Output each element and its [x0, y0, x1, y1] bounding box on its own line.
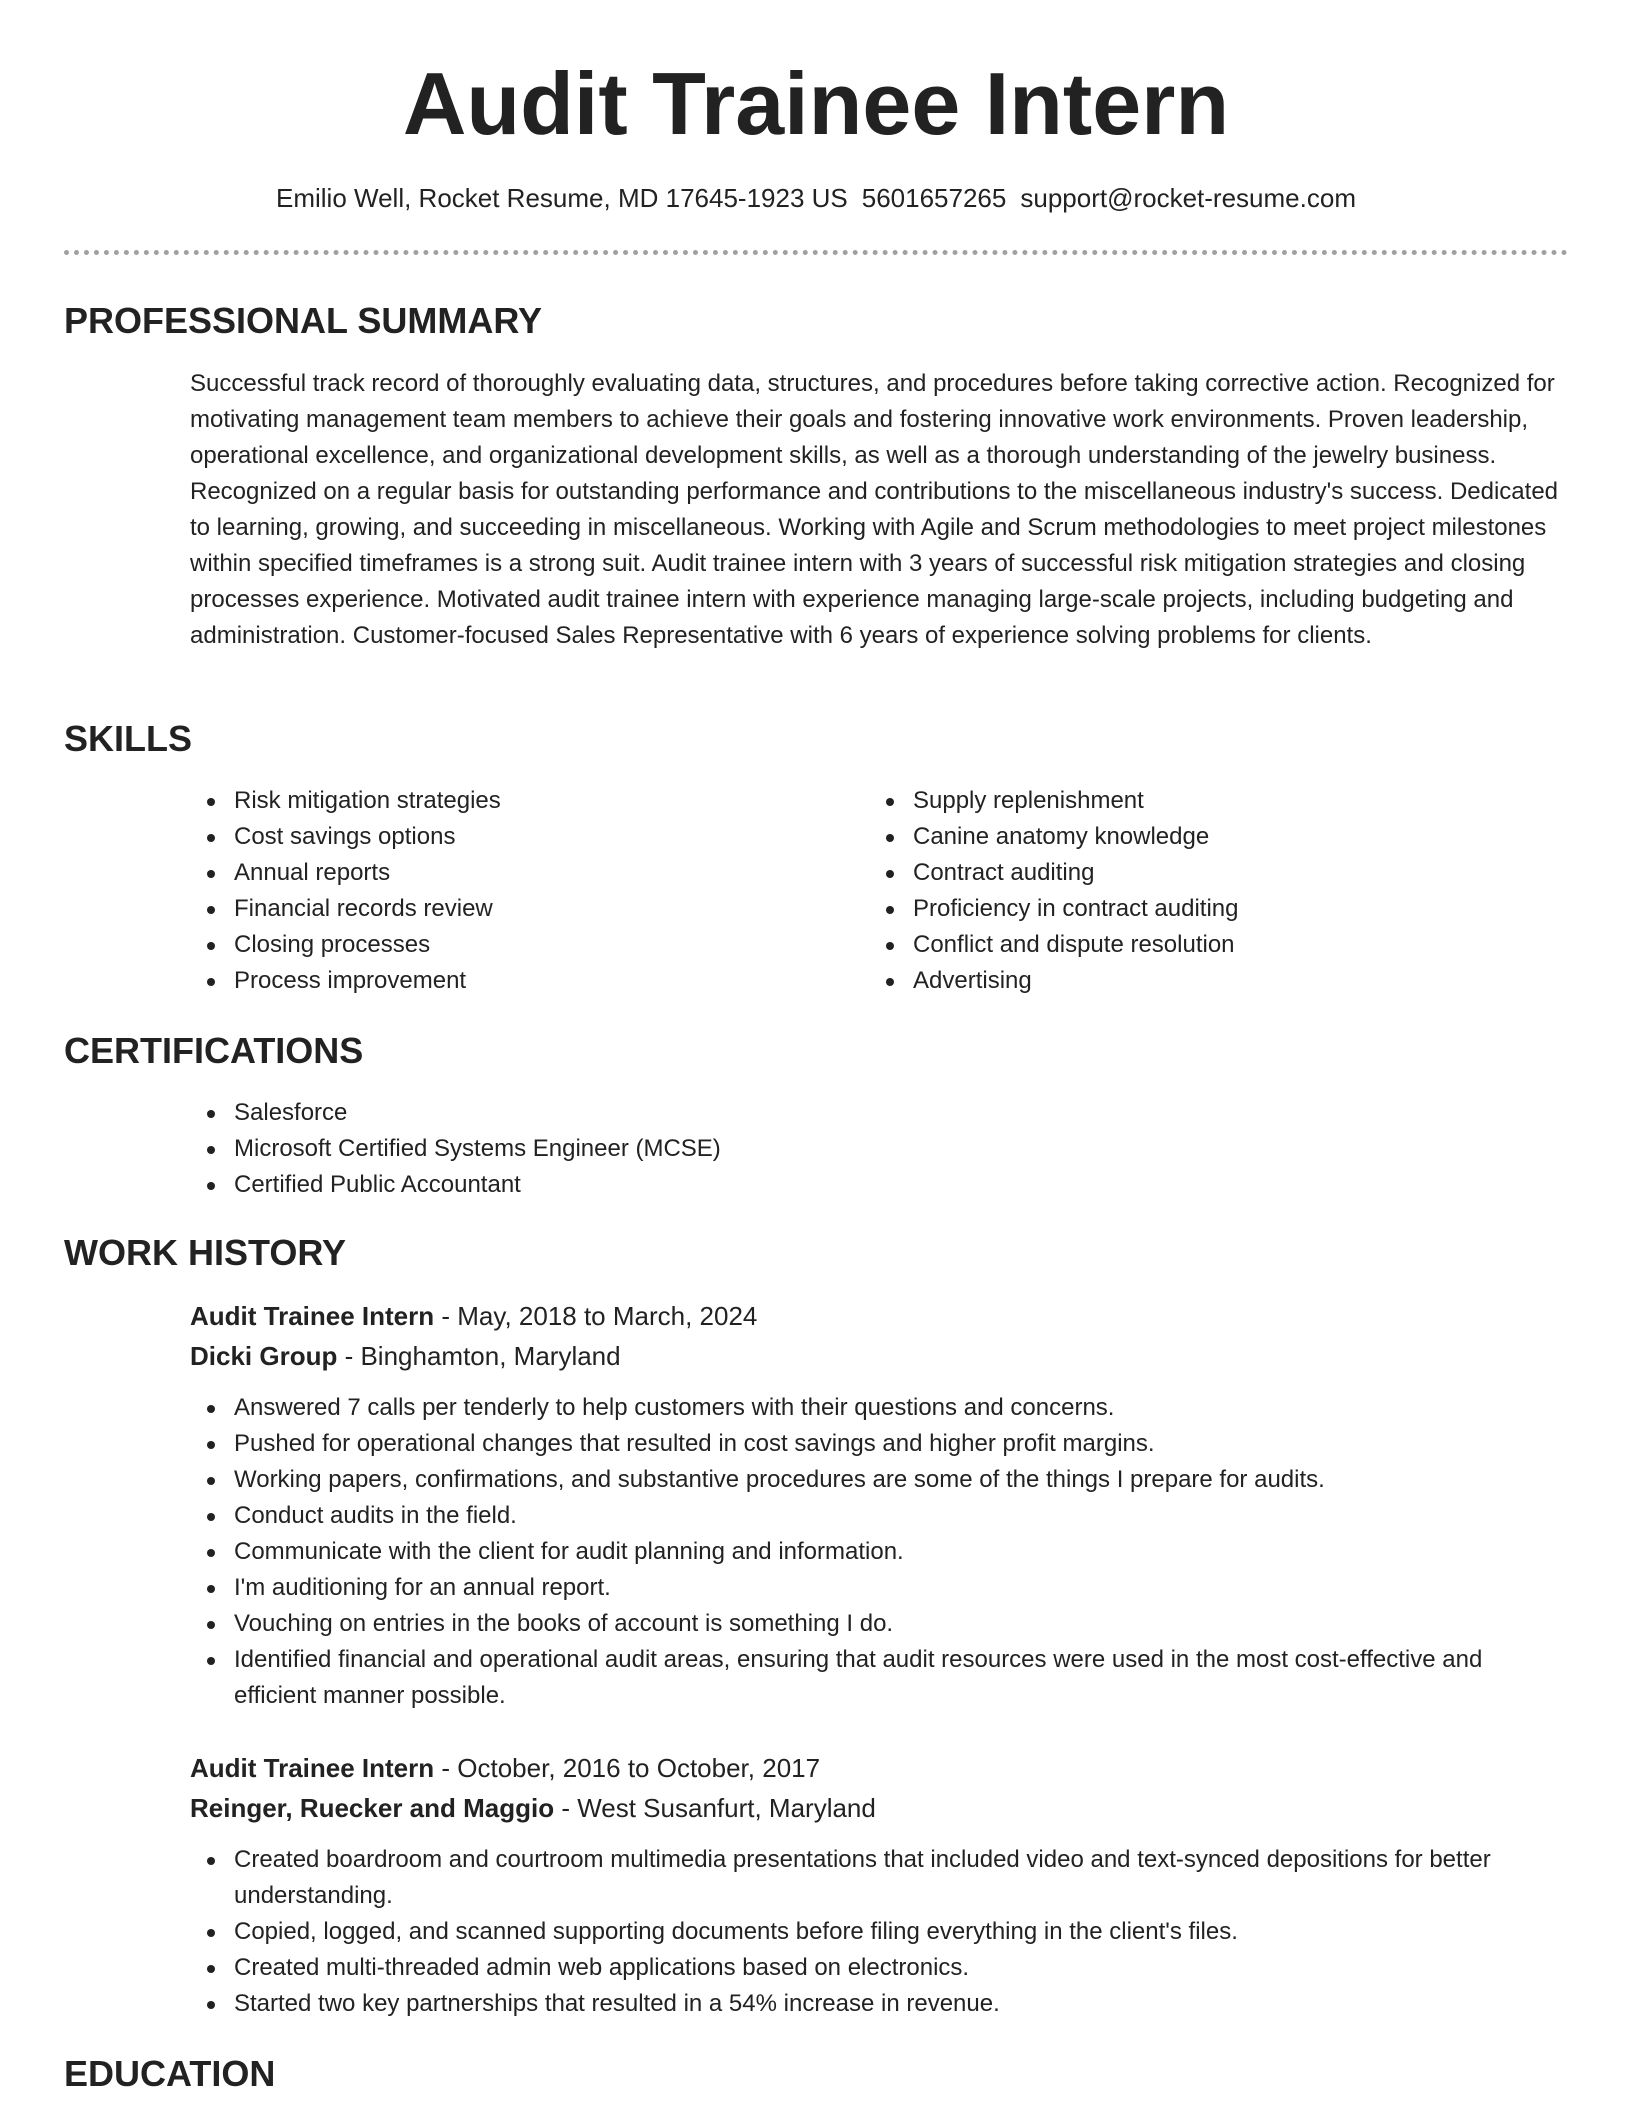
job-location: - West Susanfurt, Maryland — [554, 1793, 876, 1823]
page-title: Audit Trainee Intern — [402, 54, 1230, 153]
list-item: Advertising — [869, 963, 1549, 999]
section-heading-summary: PROFESSIONAL SUMMARY — [64, 300, 543, 341]
list-item: Conduct audits in the field. — [190, 1498, 1570, 1534]
list-item: Cost savings options — [190, 819, 830, 855]
list-item: Conflict and dispute resolution — [869, 927, 1549, 963]
contact-line — [0, 180, 1632, 216]
list-item: Risk mitigation strategies — [190, 783, 830, 819]
skills-list-right — [869, 783, 1549, 999]
certifications-list — [190, 1095, 1570, 1203]
contact-address: Emilio Well, Rocket Resume, MD 17645-1923 US — [276, 183, 848, 213]
job-1-bullets — [190, 1390, 1570, 1714]
job-title-line — [190, 1748, 820, 1788]
job-company-line — [190, 1336, 621, 1376]
list-item: Vouching on entries in the books of account is something I do. — [190, 1606, 1570, 1642]
list-item: Identified financial and operational audit areas, ensuring that audit resources were used in the most cost-effective and efficient manner possible. — [190, 1642, 1570, 1714]
list-item: Financial records review — [190, 891, 830, 927]
job-location: - Binghamton, Maryland — [337, 1341, 621, 1371]
job-title: Audit Trainee Intern — [190, 1753, 435, 1783]
section-heading-skills: SKILLS — [64, 718, 193, 759]
job-dates: - May, 2018 to March, 2024 — [434, 1301, 758, 1331]
list-item: Communicate with the client for audit planning and information. — [190, 1534, 1570, 1570]
list-item: Copied, logged, and scanned supporting documents before filing everything in the client's files. — [190, 1914, 1570, 1950]
list-item: Annual reports — [190, 855, 830, 891]
list-item: Proficiency in contract auditing — [869, 891, 1549, 927]
header-divider — [64, 250, 1568, 255]
section-heading-work-history: WORK HISTORY — [64, 1232, 347, 1273]
list-item: Working papers, confirmations, and substantive procedures are some of the things I prepare for audits. — [190, 1462, 1570, 1498]
job-2-bullets — [190, 1842, 1570, 2022]
list-item: Microsoft Certified Systems Engineer (MCSE) — [190, 1131, 1570, 1167]
list-item: Answered 7 calls per tenderly to help customers with their questions and concerns. — [190, 1390, 1570, 1426]
job-company: Reinger, Ruecker and Maggio — [190, 1793, 555, 1823]
job-company-line — [190, 1788, 876, 1828]
list-item: Supply replenishment — [869, 783, 1549, 819]
section-heading-certifications: CERTIFICATIONS — [64, 1030, 364, 1071]
list-item: Closing processes — [190, 927, 830, 963]
list-item: Started two key partnerships that resulted in a 54% increase in revenue. — [190, 1986, 1570, 2022]
list-item: Certified Public Accountant — [190, 1167, 1570, 1203]
list-item: Process improvement — [190, 963, 830, 999]
list-item: Canine anatomy knowledge — [869, 819, 1549, 855]
summary-text: Successful track record of thoroughly evaluating data, structures, and procedures before taking corrective action. Recognized for motivating management team members to achieve their goals and fostering innovative work environments. Proven leadership, operational excellence, and organizational development skills, as well as a thorough understanding of the jewelry business. Recognized on a regular basis for outstanding performance and contributions to the miscellaneous industry's success. Dedicated to learning, growing, and succeeding in miscellaneous. Working with Agile and Scrum methodologies to meet project milestones within specified timeframes is a strong suit. Audit trainee intern with 3 years of successful risk mitigation strategies and closing processes experience. Motivated audit trainee intern with experience managing large-scale projects, including budgeting and administration. Customer-focused Sales Representative with 6 years of experience solving problems for clients. — [190, 370, 1559, 649]
skills-list-left — [190, 783, 830, 999]
list-item: Contract auditing — [869, 855, 1549, 891]
job-dates: - October, 2016 to October, 2017 — [434, 1753, 821, 1783]
list-item: Created multi-threaded admin web applications based on electronics. — [190, 1950, 1570, 1986]
contact-email[interactable]: support@rocket-resume.com — [1020, 183, 1356, 213]
job-title-line — [190, 1296, 757, 1336]
list-item: Created boardroom and courtroom multimedia presentations that included video and text-synced depositions for better understanding. — [190, 1842, 1570, 1914]
job-company: Dicki Group — [190, 1341, 338, 1371]
list-item: I'm auditioning for an annual report. — [190, 1570, 1570, 1606]
section-heading-education: EDUCATION — [64, 2053, 276, 2094]
list-item: Salesforce — [190, 1095, 1570, 1131]
list-item: Pushed for operational changes that resulted in cost savings and higher profit margins. — [190, 1426, 1570, 1462]
contact-phone: 5601657265 — [861, 183, 1007, 213]
job-title: Audit Trainee Intern — [190, 1301, 435, 1331]
